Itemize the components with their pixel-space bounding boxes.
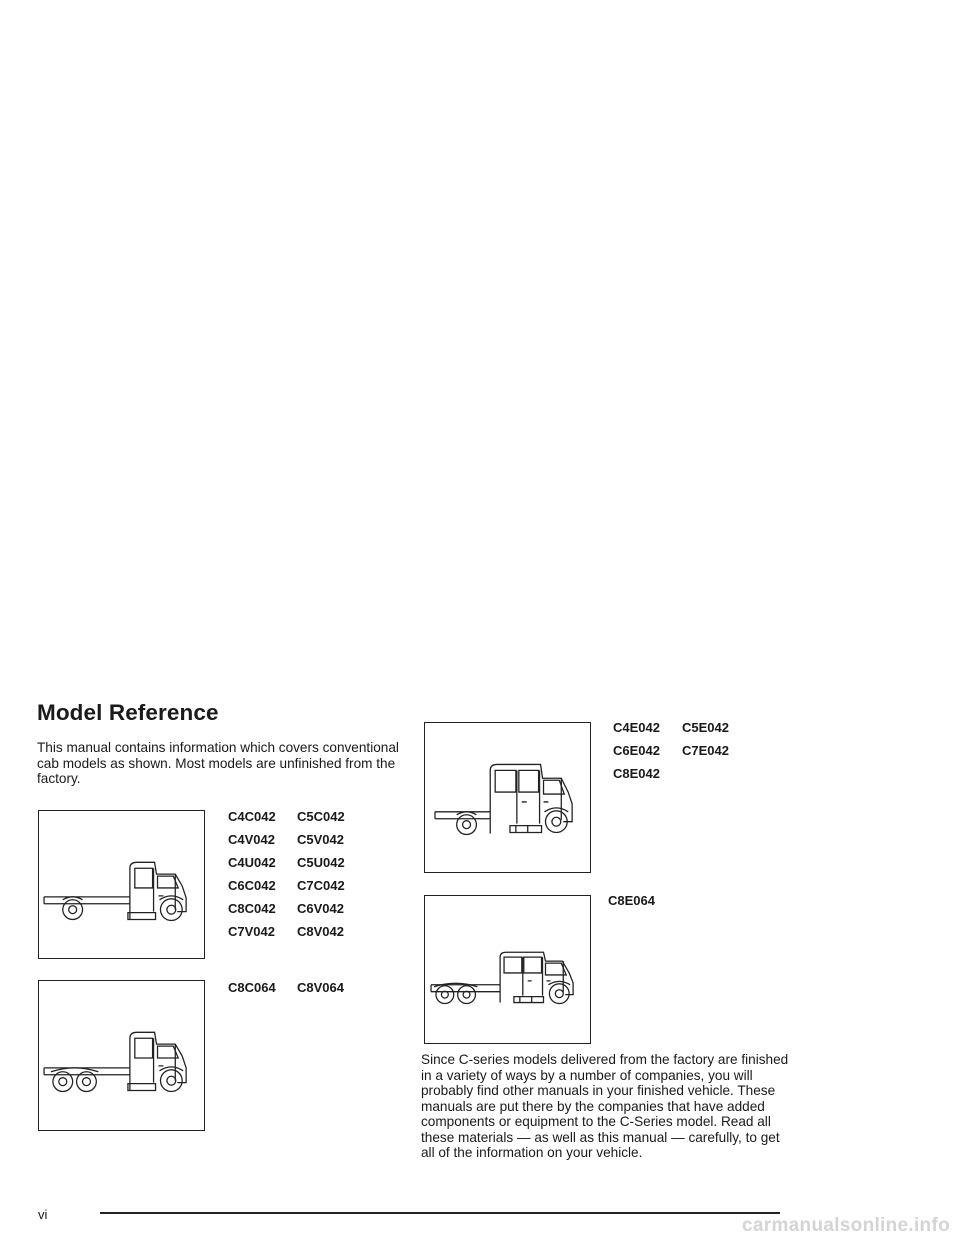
page-title: Model Reference bbox=[37, 700, 219, 725]
model-code: C6C042 bbox=[228, 878, 276, 893]
model-code-row bbox=[228, 832, 366, 855]
model-code-row bbox=[228, 901, 366, 924]
model-code-row bbox=[228, 855, 366, 878]
intro-paragraph: This manual contains information which covers conventional cab models as shown. Most models are unfinished from the factory. bbox=[37, 740, 399, 786]
model-code-row bbox=[228, 924, 366, 947]
model-code-row bbox=[613, 720, 751, 743]
model-code: C7C042 bbox=[297, 878, 345, 893]
model-code: C4C042 bbox=[228, 809, 276, 824]
model-codes-group-3 bbox=[613, 720, 751, 789]
model-code: C5C042 bbox=[297, 809, 345, 824]
model-code: C8C064 bbox=[228, 980, 276, 995]
model-code: C4U042 bbox=[228, 855, 276, 870]
model-code-row bbox=[613, 743, 751, 766]
watermark: carmanualsonline.info bbox=[742, 1215, 950, 1236]
truck-regular-cab-tandem-axle-illustration bbox=[39, 981, 204, 1130]
model-code-row bbox=[228, 809, 366, 832]
figure-crew-cab-single-axle bbox=[424, 722, 591, 873]
model-code: C8V064 bbox=[297, 980, 344, 995]
model-code: C8E064 bbox=[608, 893, 655, 908]
model-code: C7E042 bbox=[682, 743, 729, 758]
page-number: vi bbox=[38, 1207, 48, 1222]
model-code: C8E042 bbox=[613, 766, 660, 781]
model-codes-group-2 bbox=[228, 980, 366, 1003]
model-codes-group-1 bbox=[228, 809, 366, 947]
figure-regular-cab-tandem-axle bbox=[38, 980, 205, 1131]
model-code-row bbox=[228, 878, 366, 901]
closing-paragraph: Since C-series models delivered from the factory are finished in a variety of ways by a number of companies, you will probably find other manuals in your finished vehicle. These manuals are put there by the companies that have added components or equipment to the C-Series model. Read all these materials — as well as this manual — carefully, to get all of the information on your vehicle. bbox=[421, 1052, 789, 1160]
model-code: C8V042 bbox=[297, 924, 344, 939]
model-code: C5E042 bbox=[682, 720, 729, 735]
model-code-row bbox=[228, 980, 366, 1003]
model-code: C8C042 bbox=[228, 901, 276, 916]
truck-crew-cab-single-axle-illustration bbox=[425, 723, 590, 872]
figure-crew-cab-tandem-axle bbox=[424, 895, 591, 1044]
model-code-row bbox=[613, 766, 751, 789]
model-code: C4V042 bbox=[228, 832, 275, 847]
truck-regular-cab-single-axle-illustration bbox=[39, 811, 204, 958]
truck-crew-cab-tandem-axle-illustration bbox=[425, 896, 590, 1043]
model-code: C7V042 bbox=[228, 924, 275, 939]
model-codes-group-4 bbox=[608, 893, 677, 916]
model-code: C4E042 bbox=[613, 720, 660, 735]
model-code: C6E042 bbox=[613, 743, 660, 758]
model-code-row bbox=[608, 893, 677, 916]
model-code: C5V042 bbox=[297, 832, 344, 847]
model-code: C6V042 bbox=[297, 901, 344, 916]
figure-regular-cab-single-axle bbox=[38, 810, 205, 959]
model-code: C5U042 bbox=[297, 855, 345, 870]
footer-rule bbox=[100, 1212, 780, 1214]
